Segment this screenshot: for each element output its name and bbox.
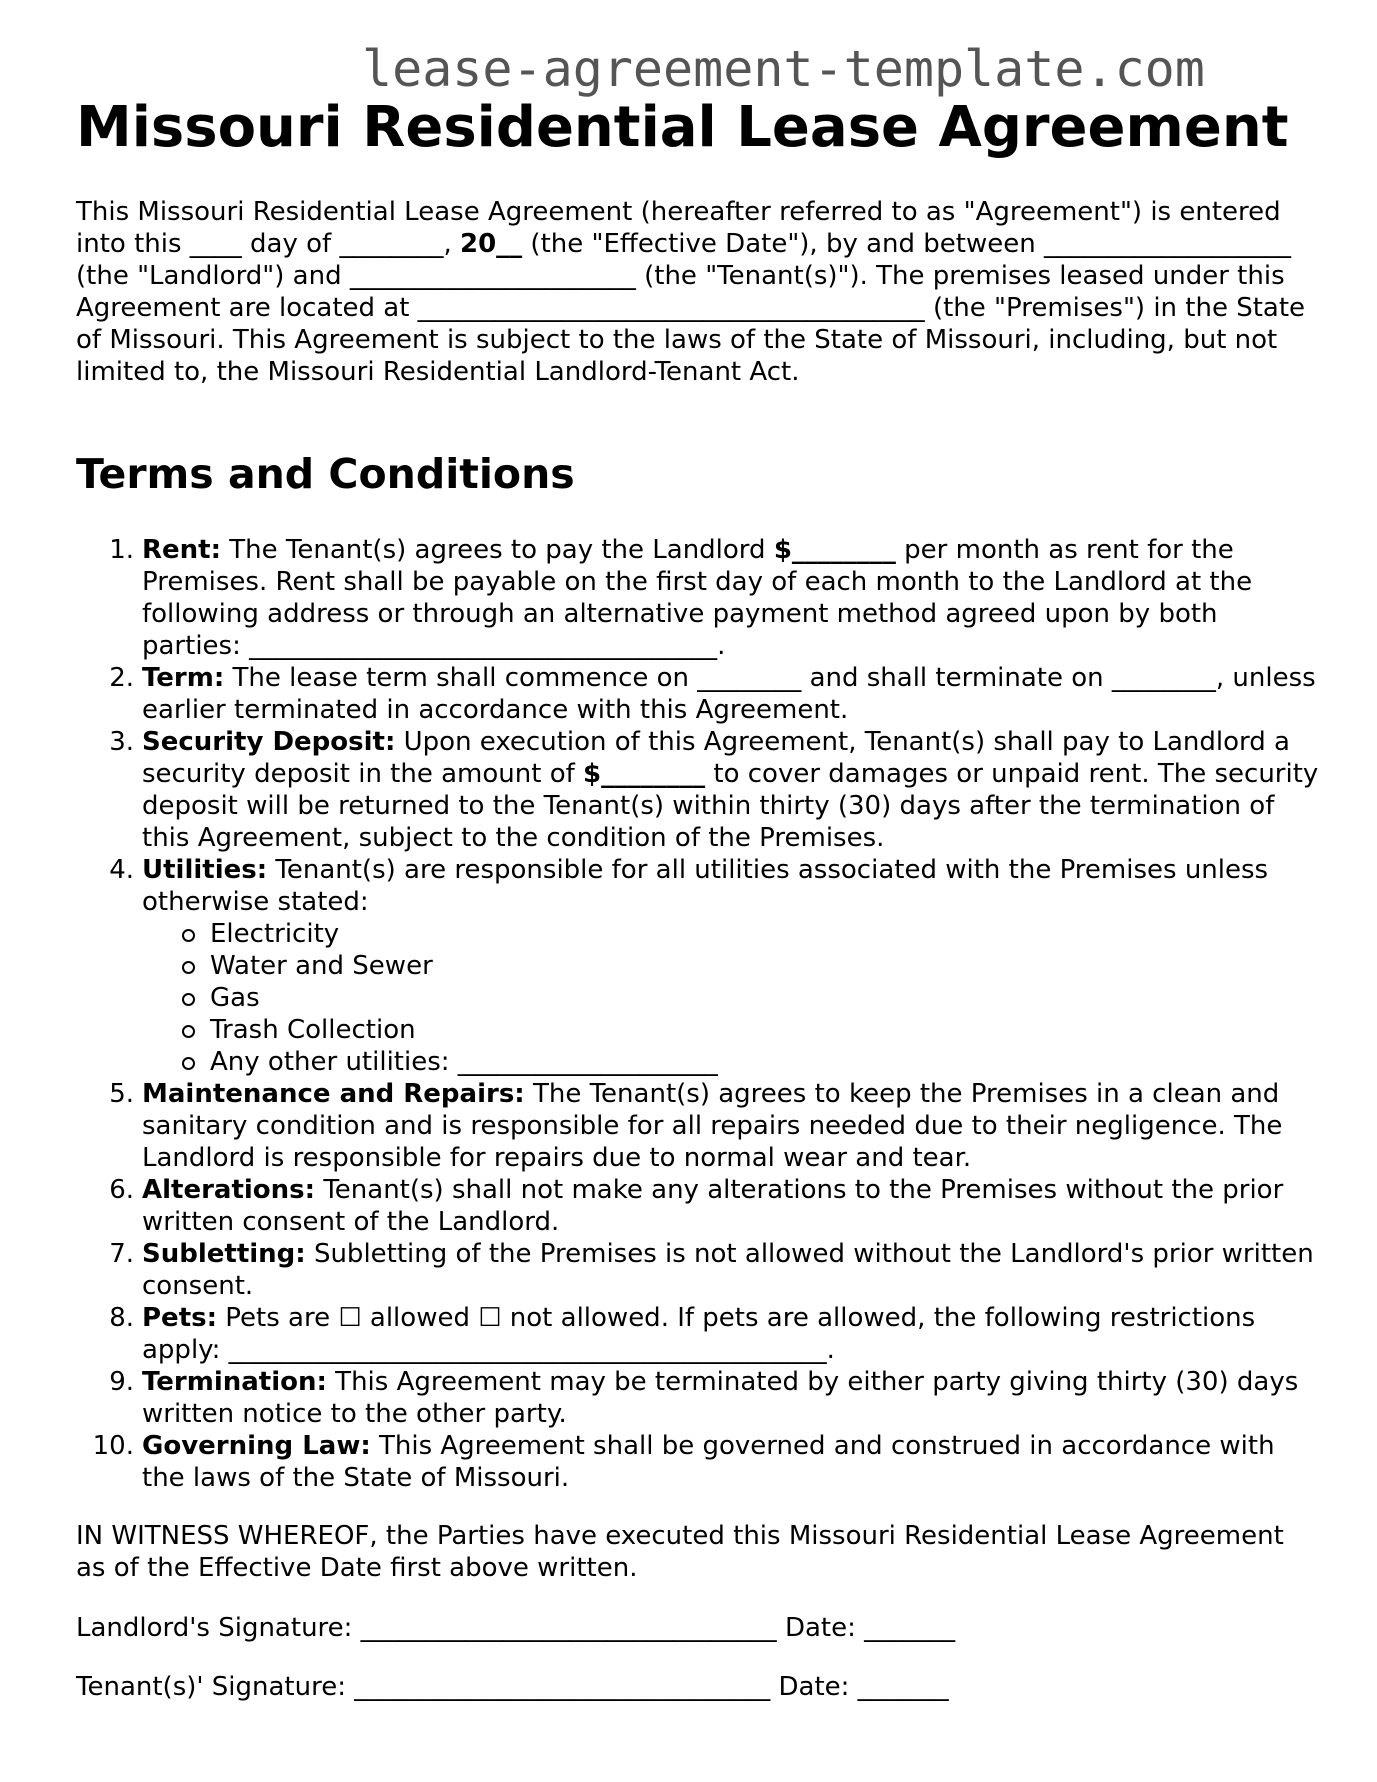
term-item-pets — [109, 1302, 1322, 1366]
intro-text-part-1: This Missouri Residential Lease Agreement (hereafter referred to as "Agreement") is entered into this ____ day of ________, — [76, 197, 1281, 259]
term-item-term — [109, 662, 1322, 726]
term-number: 9. — [109, 1367, 134, 1397]
term-text: This Agreement may be terminated by either party giving thirty (30) days written notice to the other party. — [142, 1367, 1299, 1429]
terms-heading: Terms and Conditions — [76, 450, 575, 498]
term-label: Term: — [142, 663, 225, 693]
term-text: The lease term shall commence on ________ and shall terminate on ________, unless earlier terminated in accordance with this Agreement. — [142, 663, 1316, 725]
term-number: 4. — [109, 855, 134, 885]
term-text: Upon execution of this Agreement, Tenant(s) shall pay to Landlord a security deposit in the amount of — [142, 727, 1290, 789]
utilities-list — [142, 918, 1322, 1078]
term-text: This Agreement shall be governed and construed in accordance with the laws of the State of Missouri. — [142, 1431, 1275, 1493]
intro-year: 20__ — [459, 229, 523, 259]
utility-item: Water and Sewer — [210, 950, 1322, 982]
terms-list — [92, 534, 1322, 1494]
tenant-signature-line: Tenant(s)' Signature: ________________________________ Date: _______ — [76, 1672, 949, 1702]
term-label: Pets: — [142, 1303, 217, 1333]
term-label: Alterations: — [142, 1175, 316, 1205]
term-text: to cover damages or unpaid rent. The security deposit will be returned to the Tenant(s) within thirty (30) days after the termination of this Agreement, subject to the condition of the Premises. — [142, 759, 1319, 853]
term-label: Subletting: — [142, 1239, 306, 1269]
term-text: Pets are ☐ allowed ☐ not allowed. If pets are allowed, the following restrictions apply: ______________________________________________. — [142, 1303, 1256, 1365]
term-number: 6. — [109, 1175, 134, 1205]
term-label: Security Deposit: — [142, 727, 396, 757]
term-text: per month as rent for the Premises. Rent shall be payable on the first day of each month to the Landlord at the following address or through an alternative payment method agreed upon by both parties: ____________________________________. — [142, 535, 1253, 661]
utility-item: Trash Collection — [210, 1014, 1322, 1046]
utility-item: Electricity — [210, 918, 1322, 950]
term-item-maintenance — [109, 1078, 1322, 1174]
term-item-utilities — [109, 854, 1322, 1078]
term-item-termination — [109, 1366, 1322, 1430]
term-number: 8. — [109, 1303, 134, 1333]
term-label: Rent: — [142, 535, 221, 565]
intro-paragraph — [76, 196, 1316, 388]
term-label: Governing Law: — [142, 1431, 371, 1461]
term-item-subletting — [109, 1238, 1322, 1302]
intro-text-part-2: (the "Effective Date"), by and between ___________________ (the "Landlord") and ______________________ (the "Tenant(s)"). The premises leased under this Agreement are located at _______________________________________ (the "Premises") in the State of Missouri. This Agreement is subject to the laws of the State of Missouri, including, but not limited to, the Missouri Residential Landlord-Tenant Act. — [76, 229, 1306, 387]
term-text: The Tenant(s) agrees to keep the Premises in a clean and sanitary condition and is responsible for all repairs needed due to their negligence. The Landlord is responsible for repairs due to normal wear and tear. — [142, 1079, 1283, 1173]
term-label: Termination: — [142, 1367, 327, 1397]
term-number: 2. — [109, 663, 134, 693]
term-item-rent — [109, 534, 1322, 662]
term-item-security-deposit — [109, 726, 1322, 854]
utility-item: Gas — [210, 982, 1322, 1014]
utility-item: Any other utilities: ____________________ — [210, 1046, 1322, 1078]
term-text: Subletting of the Premises is not allowed without the Landlord's prior written consent. — [142, 1239, 1314, 1301]
term-number: 7. — [109, 1239, 134, 1269]
deposit-amount-blank: $________ — [583, 759, 706, 789]
term-text: Tenant(s) shall not make any alterations to the Premises without the prior written consent of the Landlord. — [142, 1175, 1284, 1237]
term-number: 1. — [109, 535, 134, 565]
term-text: Tenant(s) are responsible for all utilities associated with the Premises unless otherwise stated: — [142, 855, 1269, 917]
landlord-signature-line: Landlord's Signature: ________________________________ Date: _______ — [76, 1613, 956, 1643]
term-label: Maintenance and Repairs: — [142, 1079, 525, 1109]
rent-amount-blank: $________ — [773, 535, 896, 565]
term-number: 3. — [109, 727, 134, 757]
term-number: 10. — [92, 1431, 134, 1461]
site-watermark: lease-agreement-template.com — [362, 40, 1205, 98]
term-item-alterations — [109, 1174, 1322, 1238]
term-label: Utilities: — [142, 855, 268, 885]
document-title: Missouri Residential Lease Agreement — [76, 95, 1289, 160]
term-number: 5. — [109, 1079, 134, 1109]
witness-paragraph: IN WITNESS WHEREOF, the Parties have executed this Missouri Residential Lease Agreement as of the Effective Date first above written. — [76, 1521, 1284, 1583]
term-item-governing-law — [92, 1430, 1322, 1494]
term-text: The Tenant(s) agrees to pay the Landlord — [221, 535, 774, 565]
